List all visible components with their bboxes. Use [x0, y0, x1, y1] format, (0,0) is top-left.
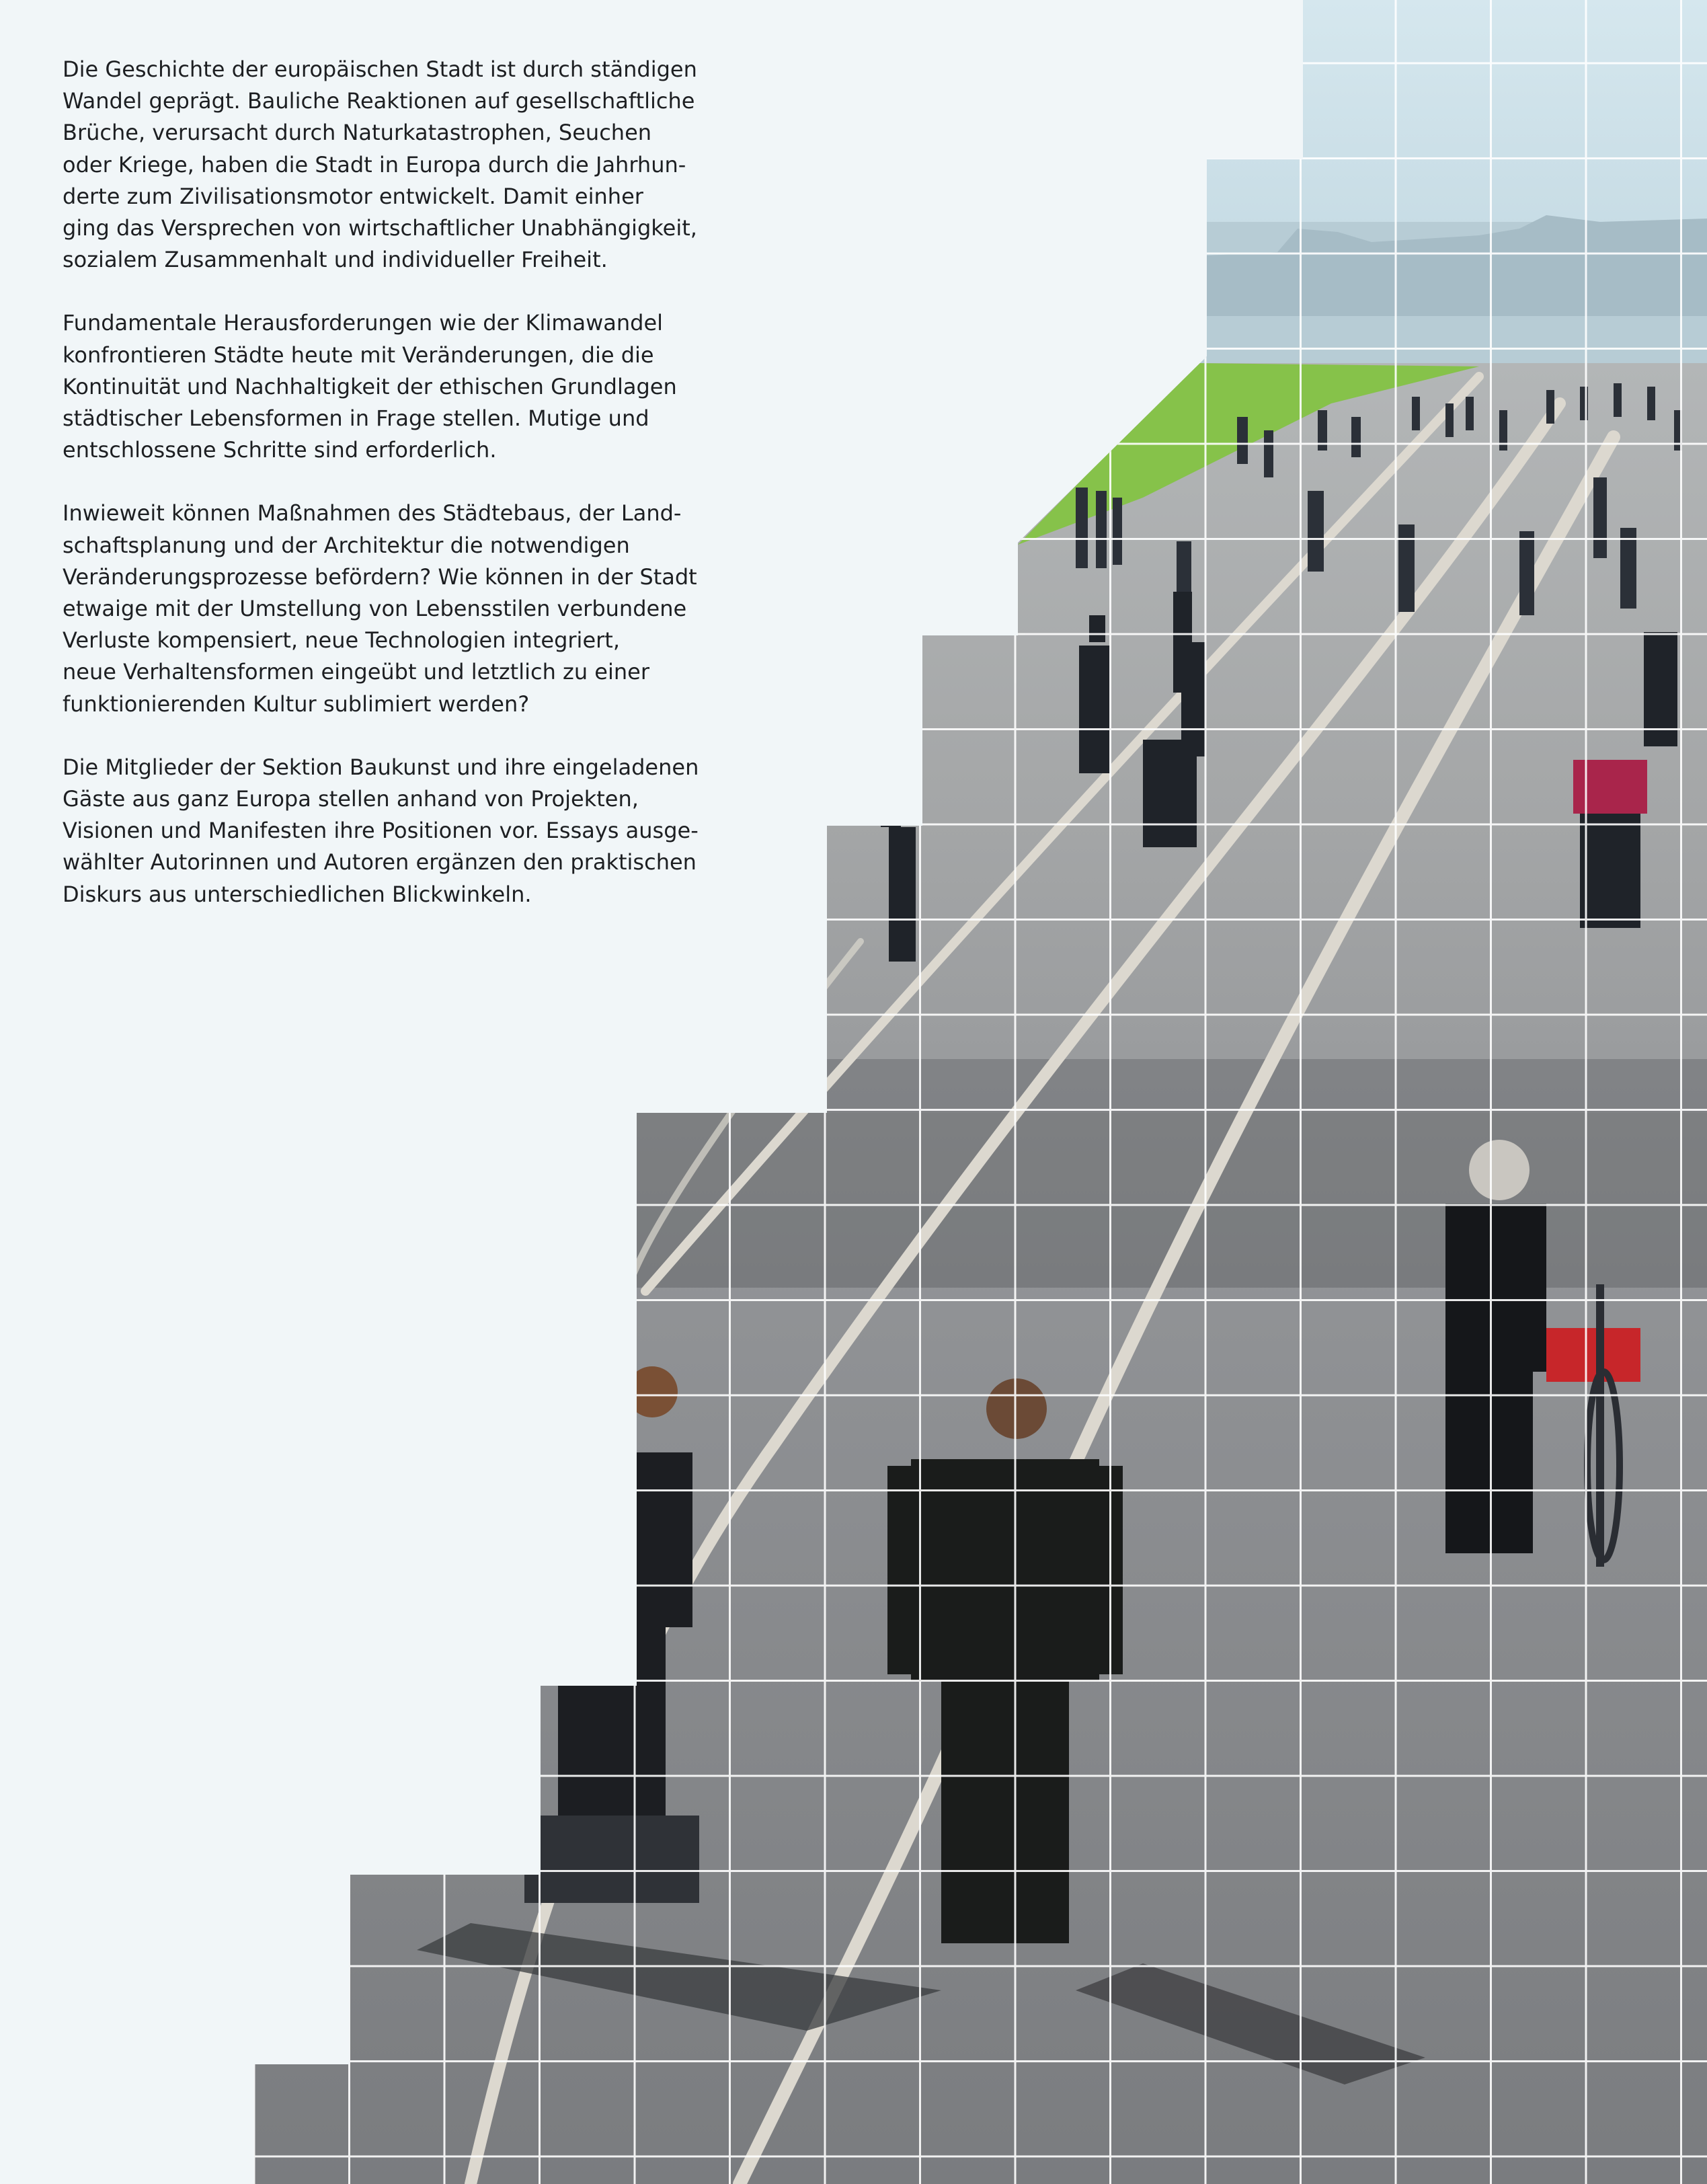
- body-text-line: neue Verhaltensformen eingeübt und letztlich zu einer: [63, 659, 649, 685]
- body-paragraph: [63, 307, 742, 466]
- body-text-line: oder Kriege, haben die Stadt in Europa durch die Jahrhun-: [63, 151, 686, 178]
- body-text-line: Wandel geprägt. Bauliche Reaktionen auf gesellschaftliche: [63, 88, 695, 114]
- body-text-line: etwaige mit der Umstellung von Lebensstilen verbundene: [63, 596, 687, 622]
- body-paragraph: [63, 498, 742, 719]
- body-text-line: Inwieweit können Maßnahmen des Städtebaus, der Land-: [63, 500, 682, 526]
- body-text-line: wählter Autorinnen und Autoren ergänzen den praktischen: [63, 849, 697, 875]
- body-paragraph: [63, 752, 742, 910]
- body-text-line: ging das Versprechen von wirtschaftlicher Unabhängigkeit,: [63, 215, 697, 241]
- body-text-line: Diskurs aus unterschiedlichen Blickwinkeln.: [63, 881, 532, 907]
- body-text-line: Visionen und Manifesten ihre Positionen vor. Essays ausge-: [63, 818, 699, 844]
- body-text-line: derte zum Zivilisationsmotor entwickelt. Damit einher: [63, 183, 643, 209]
- body-text-line: sozialem Zusammenhalt und individueller Freiheit.: [63, 247, 608, 273]
- body-text-line: konfrontieren Städte heute mit Veränderungen, die die: [63, 342, 654, 368]
- body-text-line: Veränderungsprozesse befördern? Wie können in der Stadt: [63, 563, 697, 590]
- body-text-line: schaftsplanung und der Architektur die notwendigen: [63, 532, 630, 558]
- body-text-line: Fundamentale Herausforderungen wie der Klimawandel: [63, 310, 664, 336]
- body-text-line: entschlossene Schritte sind erforderlich.: [63, 437, 497, 463]
- body-text-line: funktionierenden Kultur sublimiert werden?: [63, 691, 530, 717]
- body-text-line: städtischer Lebensformen in Frage stellen. Mutige und: [63, 405, 649, 432]
- body-text-line: Brüche, verursacht durch Naturkatastrophen, Seuchen: [63, 120, 652, 146]
- body-paragraph: [63, 54, 742, 276]
- body-text-line: Die Mitglieder der Sektion Baukunst und ihre eingeladenen: [63, 754, 699, 780]
- body-text-line: Die Geschichte der europäischen Stadt ist durch ständigen: [63, 56, 697, 82]
- body-text-line: Kontinuität und Nachhaltigkeit der ethischen Grundlagen: [63, 373, 677, 399]
- body-text-line: Verluste kompensiert, neue Technologien integriert,: [63, 627, 620, 654]
- body-text-column: [63, 54, 742, 942]
- body-text-line: Gäste aus ganz Europa stellen anhand von Projekten,: [63, 786, 639, 812]
